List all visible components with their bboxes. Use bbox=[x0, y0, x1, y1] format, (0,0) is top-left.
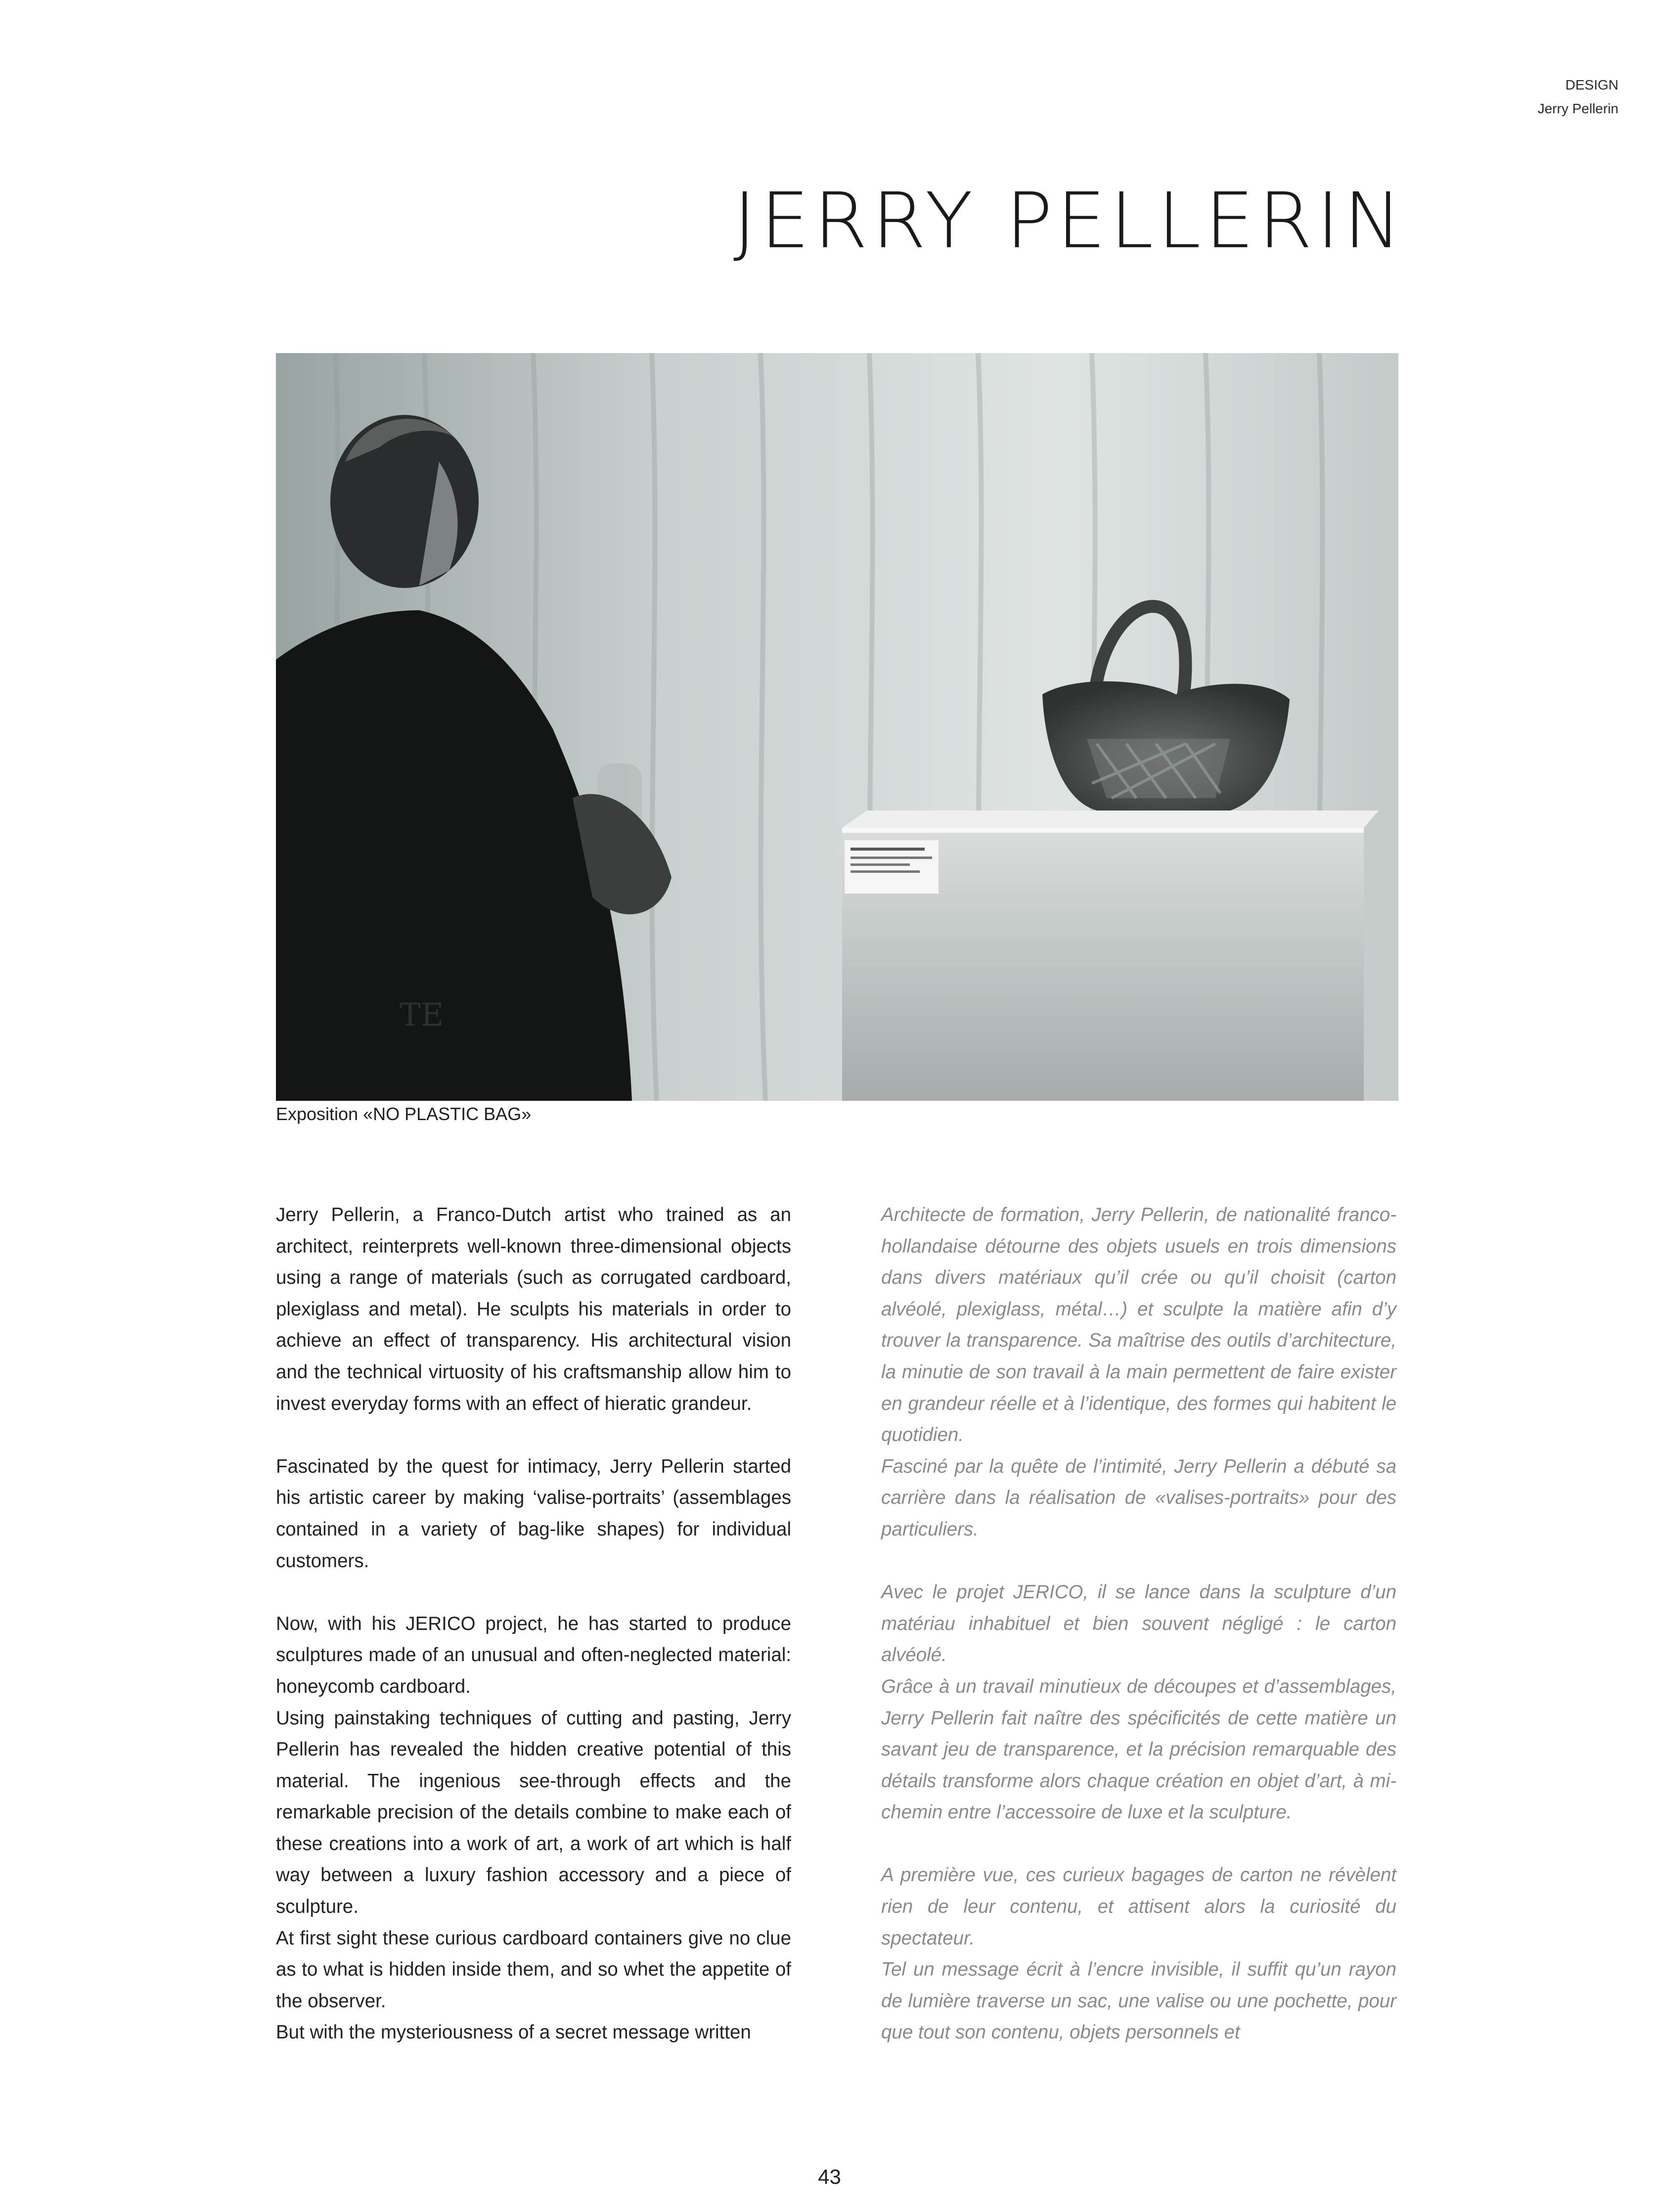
french-paragraph: Grâce à un travail minutieux de découpes et d’assemblages, Jerry Pellerin fait naître des spécificités de cette matière un savant jeu de transparence, et la précision remarquable des détails transforme alors chaque création en objet d’art, à mi-chemin entre l’accessoire de luxe et la sculpture. bbox=[881, 1675, 1396, 1823]
pedestal bbox=[842, 811, 1379, 1101]
french-text-column bbox=[881, 1199, 1396, 2048]
english-paragraph: But with the mysteriousness of a secret message written bbox=[276, 2022, 751, 2043]
french-paragraph: A première vue, ces curieux bagages de carton ne révèlent rien de leur contenu, et attisent alors la curiosité du spectateur. bbox=[881, 1864, 1396, 1949]
english-paragraph: At first sight these curious cardboard containers give no clue as to what is hidden inside them, and so whet the appetite of the observer. bbox=[276, 1927, 791, 2012]
english-paragraph: Using painstaking techniques of cutting and pasting, Jerry Pellerin has revealed the hidden creative potential of this material. The ingenious see-through effects and the remarkable precision of the details combine to make each of these creations into a work of art, a work of art which is half way between a luxury fashion accessory and a piece of sculpture. bbox=[276, 1707, 791, 1918]
page-number: 43 bbox=[818, 2165, 841, 2188]
french-paragraph: Tel un message écrit à l’encre invisible, il suffit qu’un rayon de lumière traverse un sac, une valise ou une pochette, pour que tout son contenu, objets personnels et bbox=[881, 1959, 1396, 2043]
page-title: JERRY PELLERIN bbox=[733, 176, 1406, 266]
running-head bbox=[1538, 73, 1618, 121]
french-paragraph: Architecte de formation, Jerry Pellerin, de nationalité franco-hollandaise détourne des objets usuels en trois dimensions dans divers matériaux qu’il crée ou qu’il choisit (carton alvéolé, plexiglass, métal…) et sculpte la matière afin d’y trouver la transparence. Sa maîtrise des outils d’architecture, la minutie de son travail à la main permettent de faire exister en grandeur réelle et à l’identique, des formes qui habitent le quotidien. bbox=[881, 1204, 1396, 1446]
english-paragraph: Now, with his JERICO project, he has started to produce sculptures made of an unusual and often-neglected material: honeycomb cardboard. bbox=[276, 1613, 791, 1697]
english-paragraph: Fascinated by the quest for intimacy, Jerry Pellerin started his artistic career by making ‘valise-portraits’ (assemblages contained in a variety of bag-like shapes) for individual customers. bbox=[276, 1455, 791, 1572]
coat-lettering: TE bbox=[400, 997, 444, 1034]
photo-illustration bbox=[276, 353, 1398, 1101]
english-paragraph: Jerry Pellerin, a Franco-Dutch artist who trained as an architect, reinterprets well-known three-dimensional objects using a range of materials (such as corrugated cardboard, plexiglass and metal). He sculpts his materials in order to achieve an effect of transparency. His architectural vision and the technical virtuosity of his craftsmanship allow him to invest everyday forms with an effect of hieratic grandeur. bbox=[276, 1204, 791, 1414]
author-label: Jerry Pellerin bbox=[1537, 101, 1618, 116]
french-paragraph: Avec le projet JERICO, il se lance dans la sculpture d’un matériau inhabituel et bien souvent négligé : le carton alvéolé. bbox=[881, 1581, 1396, 1666]
english-text-column bbox=[276, 1199, 791, 2048]
exhibition-photo bbox=[276, 353, 1398, 1101]
photo-caption: Exposition «NO PLASTIC BAG» bbox=[276, 1104, 532, 1124]
section-label: DESIGN bbox=[1565, 77, 1618, 92]
french-paragraph: Fasciné par la quête de l’intimité, Jerry Pellerin a débuté sa carrière dans la réalisation de «valises-portraits» pour des particuliers. bbox=[881, 1455, 1396, 1540]
